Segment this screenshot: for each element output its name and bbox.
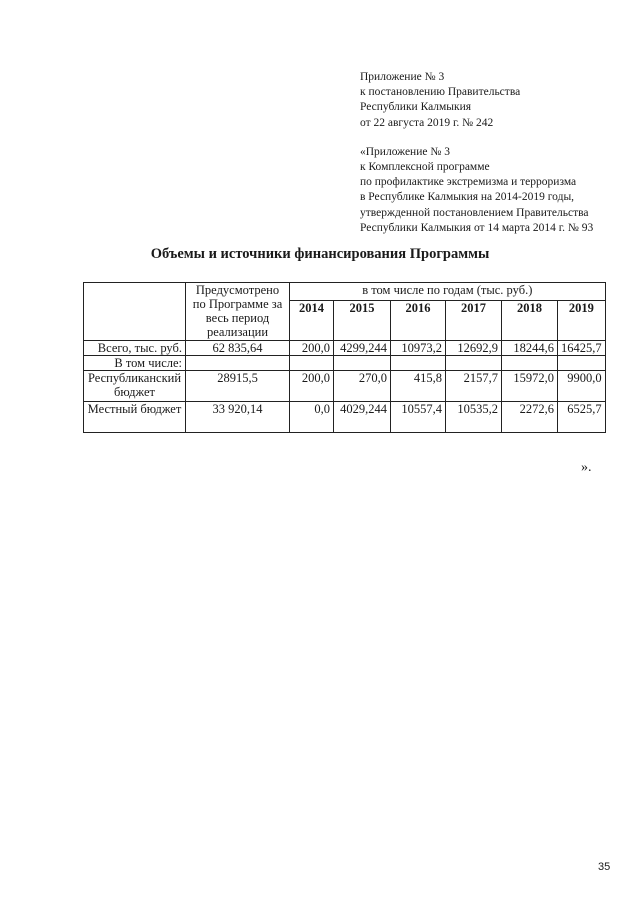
quote-line: в Республике Калмыкия на 2014-2019 годы, — [360, 191, 575, 204]
year-value: 200,0 — [290, 371, 334, 402]
row-label: Республиканский бюджет — [84, 371, 186, 402]
header-empty-cell — [84, 283, 186, 341]
year-value: 0,0 — [290, 402, 334, 433]
year-value: 415,8 — [391, 371, 446, 402]
table-row — [84, 371, 606, 402]
table-row — [84, 341, 606, 356]
year-value: 10557,4 — [391, 402, 446, 433]
year-header: 2014 — [290, 301, 334, 341]
quote-line: Республики Калмыкия от 14 марта 2014 г. № 93 — [360, 221, 594, 234]
year-header: 2019 — [558, 301, 606, 341]
header-total-cell: Предусмотрено по Программе за весь период реализации — [186, 283, 290, 341]
year-value: 15972,0 — [502, 371, 558, 402]
table-row — [84, 402, 606, 433]
row-total-value: 33 920,14 — [186, 402, 290, 433]
row-total-value: 62 835,64 — [186, 341, 290, 356]
quote-line: по профилактике экстремизма и терроризма — [360, 176, 577, 189]
row-total-value: 28915,5 — [186, 371, 290, 402]
year-value: 18244,6 — [502, 341, 558, 356]
year-value: 4029,244 — [334, 402, 391, 433]
annex-header — [360, 70, 593, 236]
year-header: 2016 — [391, 301, 446, 341]
row-label: Местный бюджет — [84, 402, 186, 433]
year-value: 9900,0 — [558, 371, 606, 402]
table-row — [84, 356, 606, 371]
year-value: 6525,7 — [558, 402, 606, 433]
year-value: 10535,2 — [446, 402, 502, 433]
row-label: В том числе: — [84, 356, 186, 371]
header-years-group: в том числе по годам (тыс. руб.) — [290, 283, 606, 301]
year-header: 2018 — [502, 301, 558, 341]
table-header-row — [84, 283, 606, 301]
year-header: 2015 — [334, 301, 391, 341]
year-value: 200,0 — [290, 341, 334, 356]
year-value: 270,0 — [334, 371, 391, 402]
quote-line: «Приложение № 3 — [360, 145, 450, 158]
year-value: 10973,2 — [391, 341, 446, 356]
page-number: 35 — [598, 861, 611, 873]
quote-line: к Комплексной программе — [360, 161, 490, 174]
closing-quote: ». — [581, 460, 592, 475]
annex-line: Приложение № 3 — [360, 71, 445, 83]
year-value: 12692,9 — [446, 341, 502, 356]
financing-table — [83, 282, 606, 433]
quote-line: утвержденной постановлением Правительства — [360, 206, 589, 219]
year-value: 16425,7 — [558, 341, 606, 356]
document-title: Объемы и источники финансирования Программы — [150, 246, 490, 262]
annex-line: Республики Калмыкия — [360, 101, 472, 114]
year-value: 2157,7 — [446, 371, 502, 402]
annex-line: к постановлению Правительства — [360, 86, 521, 99]
year-value: 4299,244 — [334, 341, 391, 356]
annex-line: от 22 августа 2019 г. № 242 — [360, 116, 494, 129]
row-label: Всего, тыс. руб. — [84, 341, 186, 356]
year-value: 2272,6 — [502, 402, 558, 433]
year-header: 2017 — [446, 301, 502, 341]
